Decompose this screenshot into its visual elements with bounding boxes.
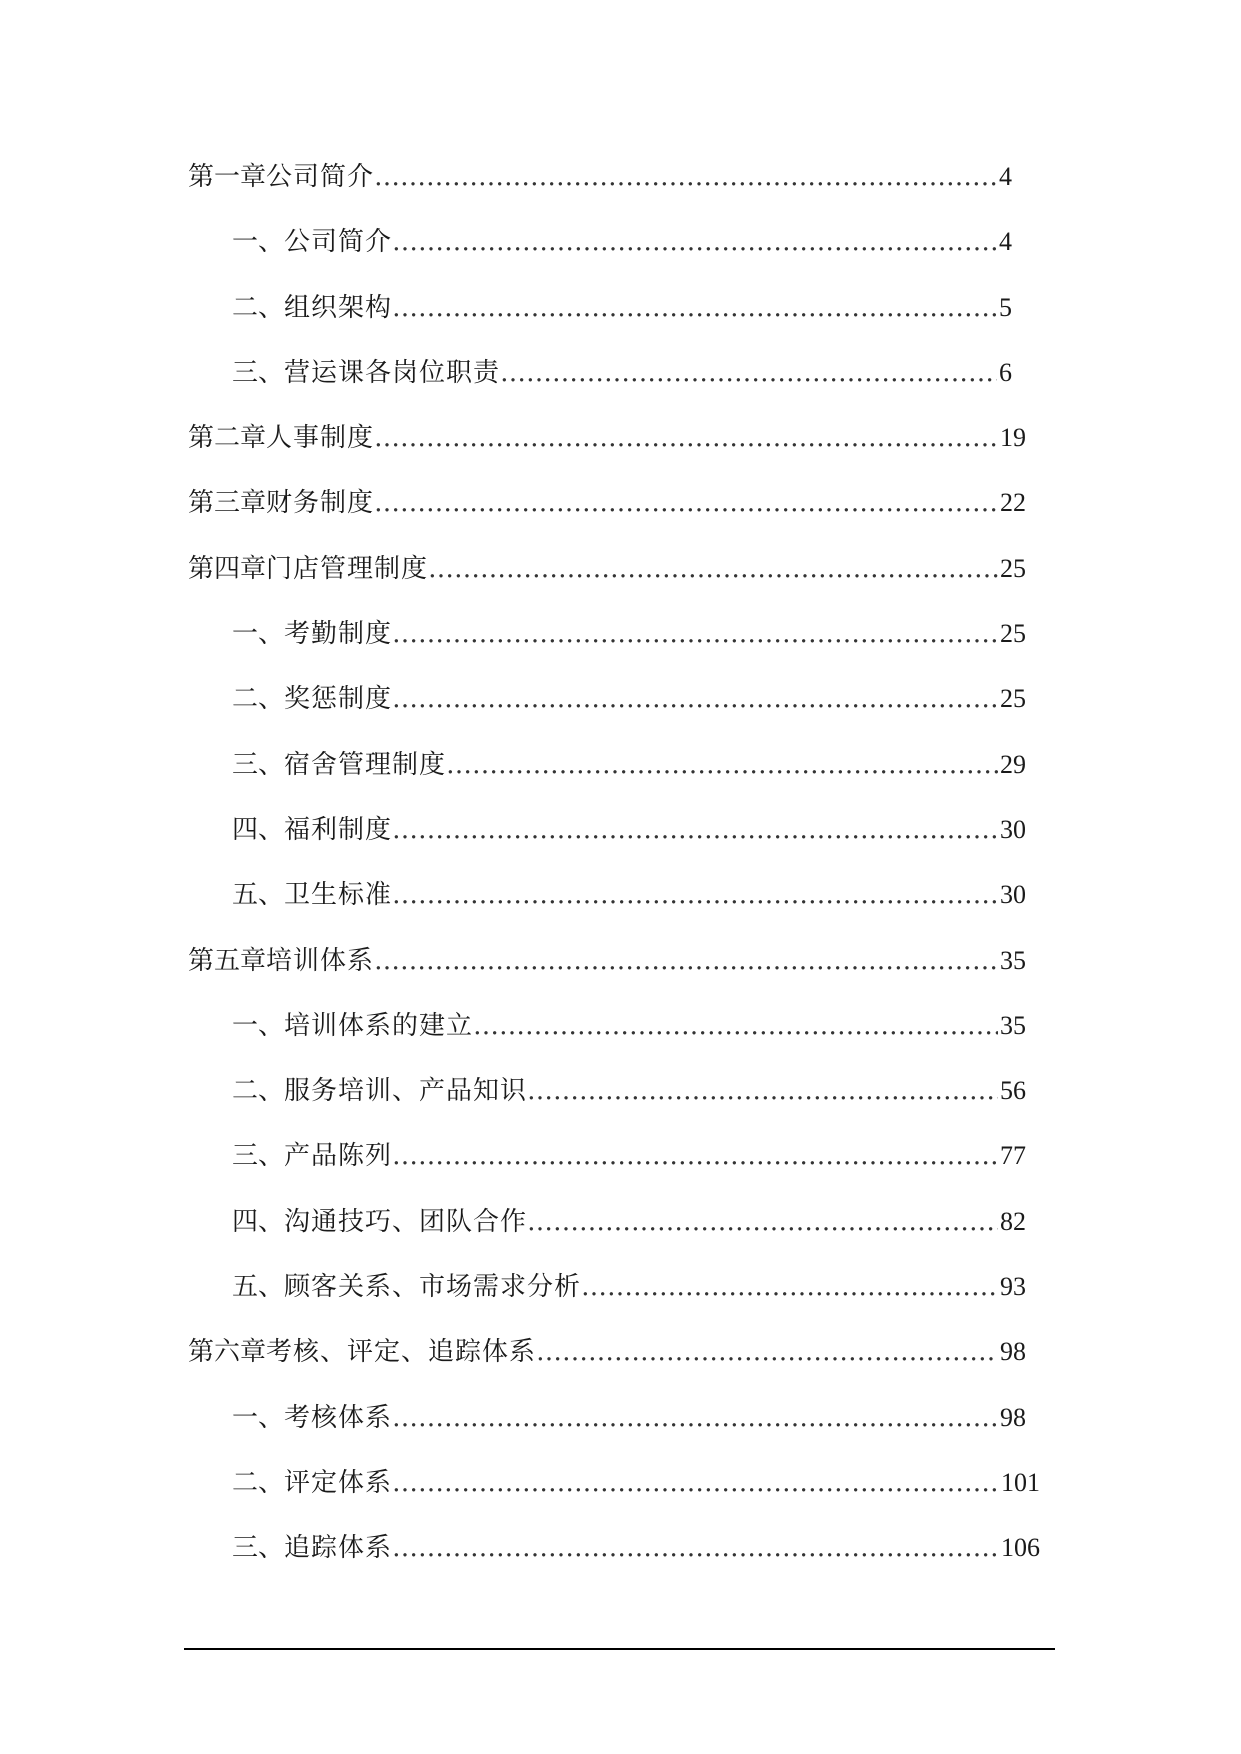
toc-entry-page-number: 35	[1000, 1010, 1026, 1040]
toc-entry-line	[188, 941, 1026, 981]
toc-entry-line	[232, 810, 1026, 850]
toc-entry-line	[232, 1136, 1026, 1176]
toc-entry-page-number: 6	[999, 357, 1012, 387]
toc-entry-title: 服务培训、产品知识	[284, 1076, 528, 1107]
toc-dot-leader	[392, 222, 997, 262]
toc-entry-title: 培训体系的建立	[284, 1010, 474, 1041]
toc-entry-number: 一、	[232, 619, 285, 650]
toc-entry-page-number: 4	[999, 162, 1012, 191]
toc-entry[interactable]	[188, 418, 1048, 483]
toc-entry-line	[232, 1006, 1026, 1046]
toc-entry-page-number: 5	[999, 292, 1012, 322]
toc-entry-line	[232, 614, 1026, 654]
toc-entry[interactable]	[188, 222, 1048, 287]
toc-entry-number: 三、	[232, 749, 285, 780]
toc-entry-number: 二、	[232, 684, 285, 715]
toc-entry-page-number: 25	[1000, 553, 1026, 583]
toc-entry[interactable]	[188, 614, 1048, 679]
toc-dot-leader	[392, 810, 998, 850]
toc-dot-leader	[392, 1398, 998, 1438]
toc-entry-title: 宿舍管理制度	[284, 749, 447, 780]
toc-entry-line	[188, 157, 1012, 197]
toc-dot-leader	[374, 941, 998, 981]
toc-entry[interactable]	[188, 810, 1048, 875]
toc-entry-line	[232, 1071, 1026, 1111]
toc-entry-title: 沟通技巧、团队合作	[284, 1206, 528, 1237]
toc-entry-line	[232, 1398, 1026, 1438]
toc-entry-number: 第一章	[188, 162, 267, 192]
toc-dot-leader	[473, 1006, 998, 1046]
toc-entry-page-number: 56	[1000, 1076, 1026, 1106]
toc-entry[interactable]	[188, 288, 1048, 353]
toc-dot-leader	[500, 353, 997, 393]
toc-entry[interactable]	[188, 1071, 1048, 1136]
toc-entry[interactable]	[188, 1332, 1048, 1397]
toc-entry-number: 第五章	[188, 945, 267, 976]
toc-entry[interactable]	[188, 1528, 1048, 1593]
toc-dot-leader	[392, 1136, 998, 1176]
toc-entry-line	[232, 875, 1026, 915]
toc-entry-line	[232, 1463, 1040, 1503]
toc-entry[interactable]	[188, 1202, 1048, 1267]
toc-dot-leader	[581, 1267, 998, 1307]
toc-entry[interactable]	[188, 1136, 1048, 1201]
toc-entry-title: 人事制度	[266, 423, 375, 454]
toc-entry[interactable]	[188, 679, 1048, 744]
toc-entry-title: 组织架构	[284, 292, 393, 323]
toc-entry-page-number: 77	[1000, 1141, 1026, 1171]
toc-entry-line	[232, 1528, 1040, 1568]
toc-dot-leader	[374, 483, 998, 523]
toc-entry-line	[232, 222, 1012, 262]
toc-entry-title: 财务制度	[266, 488, 375, 519]
toc-dot-leader	[392, 679, 998, 719]
toc-entry-title: 福利制度	[284, 814, 393, 845]
toc-entry-title: 营运课各岗位职责	[284, 357, 501, 388]
toc-entry-page-number: 22	[1000, 488, 1026, 518]
toc-entry-page-number: 98	[1000, 1337, 1026, 1367]
toc-entry-number: 三、	[232, 1141, 285, 1172]
toc-dot-leader	[392, 288, 997, 328]
toc-dot-leader	[428, 549, 998, 589]
toc-entry-title: 门店管理制度	[266, 553, 429, 584]
toc-entry-number: 第六章	[188, 1337, 267, 1368]
toc-entry-number: 一、	[232, 1402, 285, 1433]
toc-entry-page-number: 25	[1000, 619, 1026, 649]
toc-entry-line	[232, 288, 1012, 328]
toc-entry-line	[188, 483, 1026, 523]
toc-dot-leader	[536, 1332, 998, 1372]
toc-entry[interactable]	[188, 549, 1048, 614]
toc-entry-number: 五、	[232, 880, 285, 911]
toc-entry-title: 考核、评定、追踪体系	[266, 1337, 537, 1368]
toc-entry-number: 第三章	[188, 488, 267, 519]
toc-dot-leader	[374, 418, 998, 458]
toc-entry[interactable]	[188, 1398, 1048, 1463]
toc-entry-title: 追踪体系	[284, 1533, 393, 1564]
toc-entry-line	[232, 353, 1012, 393]
toc-entry-number: 二、	[232, 1076, 285, 1107]
toc-dot-leader	[392, 1463, 999, 1503]
toc-entry-line	[188, 549, 1026, 589]
toc-entry-line	[232, 745, 1026, 785]
toc-entry-number: 第四章	[188, 553, 267, 584]
toc-entry-title: 顾客关系、市场需求分析	[284, 1272, 582, 1303]
toc-entry[interactable]	[188, 941, 1048, 1006]
toc-dot-leader	[374, 157, 997, 197]
toc-entry-line	[232, 679, 1026, 719]
toc-entry[interactable]	[188, 483, 1048, 548]
toc-entry-number: 四、	[232, 814, 285, 845]
toc-entry-page-number: 25	[1000, 684, 1026, 714]
toc-entry[interactable]	[188, 1267, 1048, 1332]
toc-entry-number: 五、	[232, 1272, 285, 1303]
toc-entry-title: 奖惩制度	[284, 684, 393, 715]
toc-entry-page-number: 30	[1000, 814, 1026, 844]
toc-entry-line	[188, 418, 1026, 458]
table-of-contents	[188, 157, 1048, 1594]
toc-entry-number: 一、	[232, 1010, 285, 1041]
toc-entry[interactable]	[188, 875, 1048, 940]
toc-entry-page-number: 93	[1000, 1272, 1026, 1302]
toc-entry-number: 二、	[232, 292, 285, 323]
toc-entry-page-number: 98	[1000, 1402, 1026, 1432]
toc-entry-number: 三、	[232, 1533, 285, 1564]
toc-entry-page-number: 106	[1001, 1533, 1040, 1563]
toc-entry-page-number: 19	[1000, 423, 1026, 453]
toc-entry-title: 考勤制度	[284, 619, 393, 650]
toc-dot-leader	[446, 745, 998, 785]
footer-rule	[184, 1648, 1055, 1650]
toc-dot-leader	[527, 1202, 998, 1242]
toc-dot-leader	[527, 1071, 998, 1111]
toc-dot-leader	[392, 614, 998, 654]
toc-entry-number: 一、	[232, 227, 285, 258]
toc-entry-number: 三、	[232, 357, 285, 388]
toc-entry-line	[232, 1267, 1026, 1307]
toc-entry-page-number: 101	[1001, 1467, 1040, 1497]
toc-entry-page-number: 29	[1000, 749, 1026, 779]
toc-entry[interactable]	[188, 353, 1048, 418]
toc-entry[interactable]	[188, 157, 1048, 222]
toc-entry[interactable]	[188, 1006, 1048, 1071]
toc-entry[interactable]	[188, 745, 1048, 810]
toc-entry-page-number: 4	[999, 227, 1012, 257]
toc-entry-title: 培训体系	[266, 945, 375, 976]
toc-dot-leader	[392, 1528, 999, 1568]
toc-entry-title: 考核体系	[284, 1402, 393, 1433]
toc-entry-number: 第二章	[188, 423, 267, 454]
toc-entry-title: 公司简介	[266, 162, 375, 192]
toc-dot-leader	[392, 875, 998, 915]
toc-entry-title: 产品陈列	[284, 1141, 393, 1172]
toc-entry-page-number: 35	[1000, 945, 1026, 975]
toc-entry-number: 四、	[232, 1206, 285, 1237]
toc-entry-title: 卫生标准	[284, 880, 393, 911]
toc-entry-title: 评定体系	[284, 1467, 393, 1498]
toc-entry-title: 公司简介	[284, 227, 393, 258]
toc-entry-page-number: 30	[1000, 880, 1026, 910]
toc-entry-line	[232, 1202, 1026, 1242]
toc-entry-line	[188, 1332, 1026, 1372]
toc-entry[interactable]	[188, 1463, 1048, 1528]
toc-entry-page-number: 82	[1000, 1206, 1026, 1236]
toc-entry-number: 二、	[232, 1467, 285, 1498]
